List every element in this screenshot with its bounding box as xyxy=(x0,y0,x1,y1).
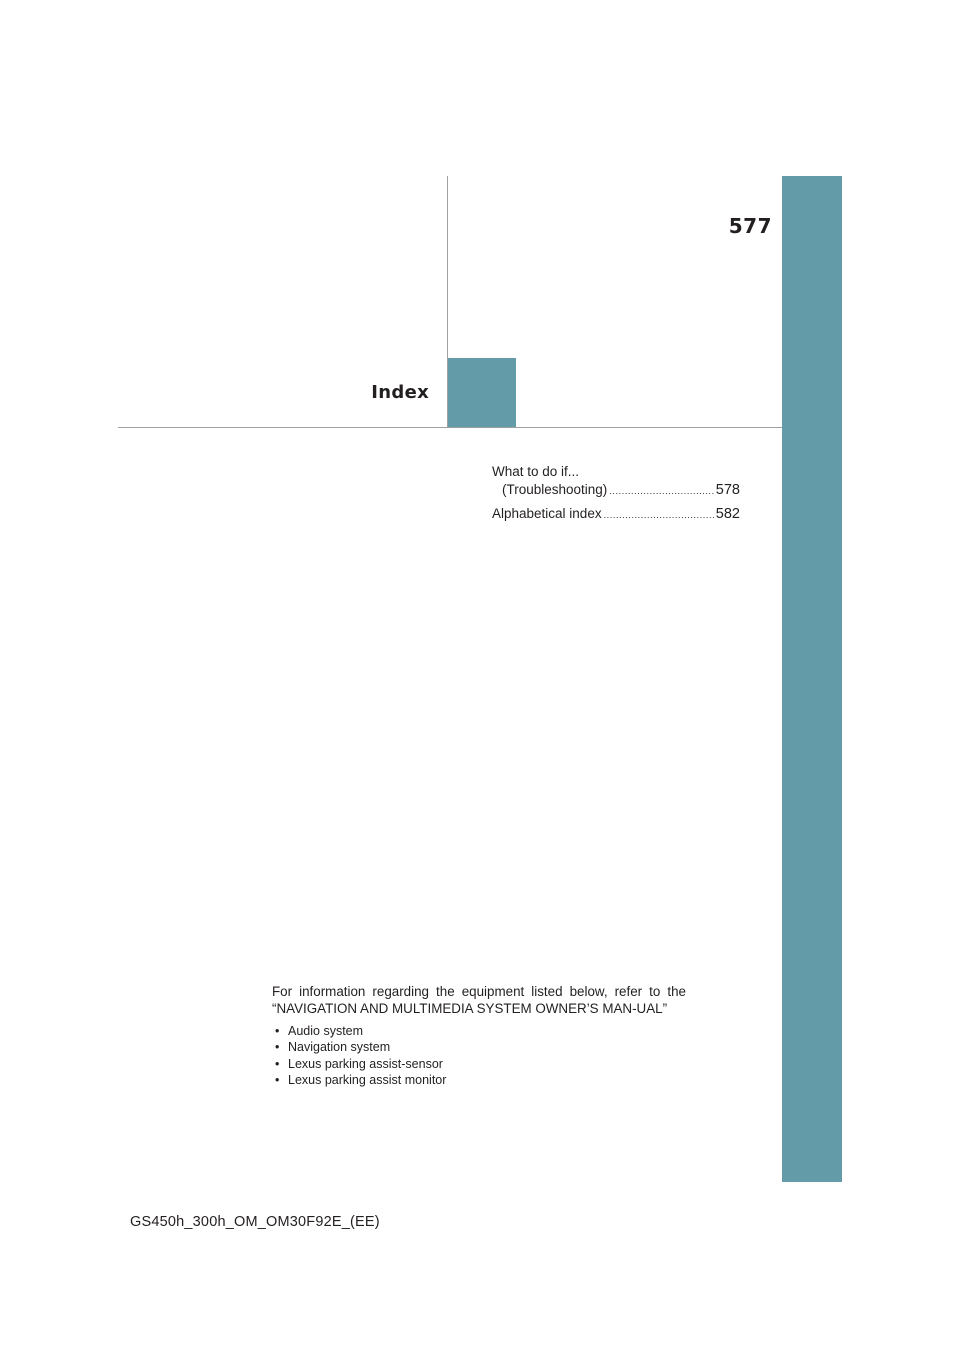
list-item: • Lexus parking assist-sensor xyxy=(272,1056,686,1072)
list-item: • Audio system xyxy=(272,1023,686,1039)
toc-entry-label: (Troubleshooting) xyxy=(502,482,608,497)
table-of-contents xyxy=(492,461,740,530)
list-item: • Lexus parking assist monitor xyxy=(272,1072,686,1088)
toc-page-number: 582 xyxy=(715,506,740,522)
reference-note xyxy=(272,984,686,1088)
list-item: • Navigation system xyxy=(272,1039,686,1055)
section-tab-block xyxy=(448,358,516,428)
horizontal-rule xyxy=(118,427,782,428)
side-tab xyxy=(782,176,842,1182)
toc-entry-troubleshooting[interactable] xyxy=(492,461,740,498)
dot-leader xyxy=(604,510,714,520)
toc-entry-alphabetical-index[interactable] xyxy=(492,506,740,522)
dot-leader xyxy=(609,486,713,496)
section-title: Index xyxy=(371,382,429,403)
toc-entry-line xyxy=(492,506,740,522)
note-text: For information regarding the equipment listed below, refer to the “NAVIGATION AND MULTIMEDIA SYSTEM OWNER’S MAN-UAL” xyxy=(272,984,686,1016)
page-number: 577 xyxy=(728,214,772,238)
toc-page-number: 578 xyxy=(715,482,740,498)
footer-document-code: GS450h_300h_OM_OM30F92E_(EE) xyxy=(130,1214,380,1230)
toc-entry-line xyxy=(492,482,740,498)
equipment-list xyxy=(272,1023,686,1088)
toc-entry-line: What to do if... xyxy=(492,464,580,479)
toc-entry-label: Alphabetical index xyxy=(492,506,602,521)
